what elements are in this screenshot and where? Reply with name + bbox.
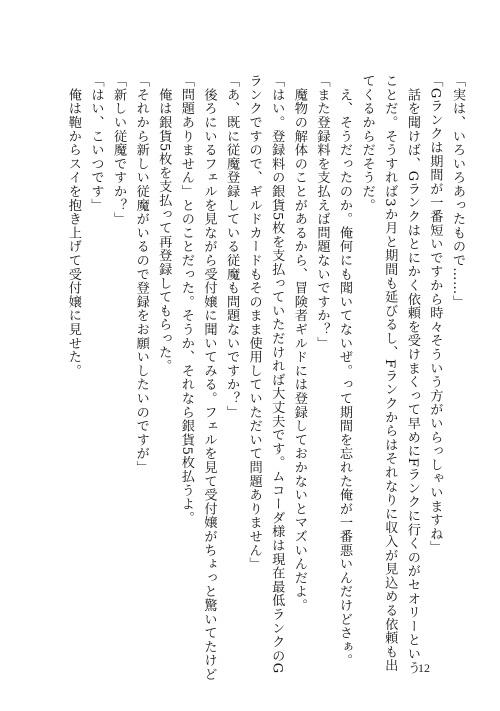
text-line: 「はい、こいつです」 bbox=[88, 74, 104, 212]
text-line: 「はい。登録料の銀貨5枚を支払っていただければ大丈夫です。ムコーダ様は現在最低ランクのG bbox=[269, 74, 285, 674]
text-line: 「それから新しい従魔がいるので登録をお願いしたいのですが」 bbox=[133, 74, 149, 475]
text-line: 「あ、既に従魔登録している従魔も問題ないですか？」 bbox=[224, 74, 240, 419]
text-line: 魔物の解体のことがあるから、冒険者ギルドには登録しておかないとマズいんだよ。 bbox=[291, 74, 307, 613]
text-line: ランクですので、ギルドカードもそのまま使用していただいて問題ありません」 bbox=[246, 74, 262, 571]
text-line: 「新しい従魔ですか？」 bbox=[111, 74, 127, 226]
text-line: 「また登録料を支払えば問題ないですか？」 bbox=[314, 74, 330, 350]
text-line: 「Gランクは期間が一番短いですから時々そういう方がいらっしゃいますね」 bbox=[427, 74, 443, 555]
text-line: 「実は、いろいろあったもので……」 bbox=[450, 74, 465, 309]
text-line: 「問題ありません」とのことだった。そうか、それなら銀貨5枚払うよ。 bbox=[178, 74, 194, 525]
text-line: 俺は銀貨5枚を支払って再登録してもらった。 bbox=[156, 74, 172, 373]
page-number: 12 bbox=[418, 661, 430, 675]
text-line: 俺は鞄からスイを抱き上げて受付嬢に見せた。 bbox=[65, 74, 81, 378]
text-line: 後ろにいるフェルを見ながら受付嬢に聞いてみる。フェルを見て受付嬢がちょっと驚いてたけど bbox=[201, 74, 217, 682]
text-line: ことだ。そうすれば3か月と期間も延びるし、Fランクからはそれなりに収入が見込める依頼も出 bbox=[382, 74, 398, 673]
text-line: てくるからだそうだ。 bbox=[359, 74, 375, 212]
text-line: 話を聞けば、Gランクはとにかく依頼を受けまくって早めにFランクに行くのがセオリーという bbox=[404, 74, 420, 675]
text-line: え、そうだったのか。俺何にも聞いてないぜ。って期間を忘れた俺が一番悪いんだけどさぁ。 bbox=[337, 74, 353, 668]
